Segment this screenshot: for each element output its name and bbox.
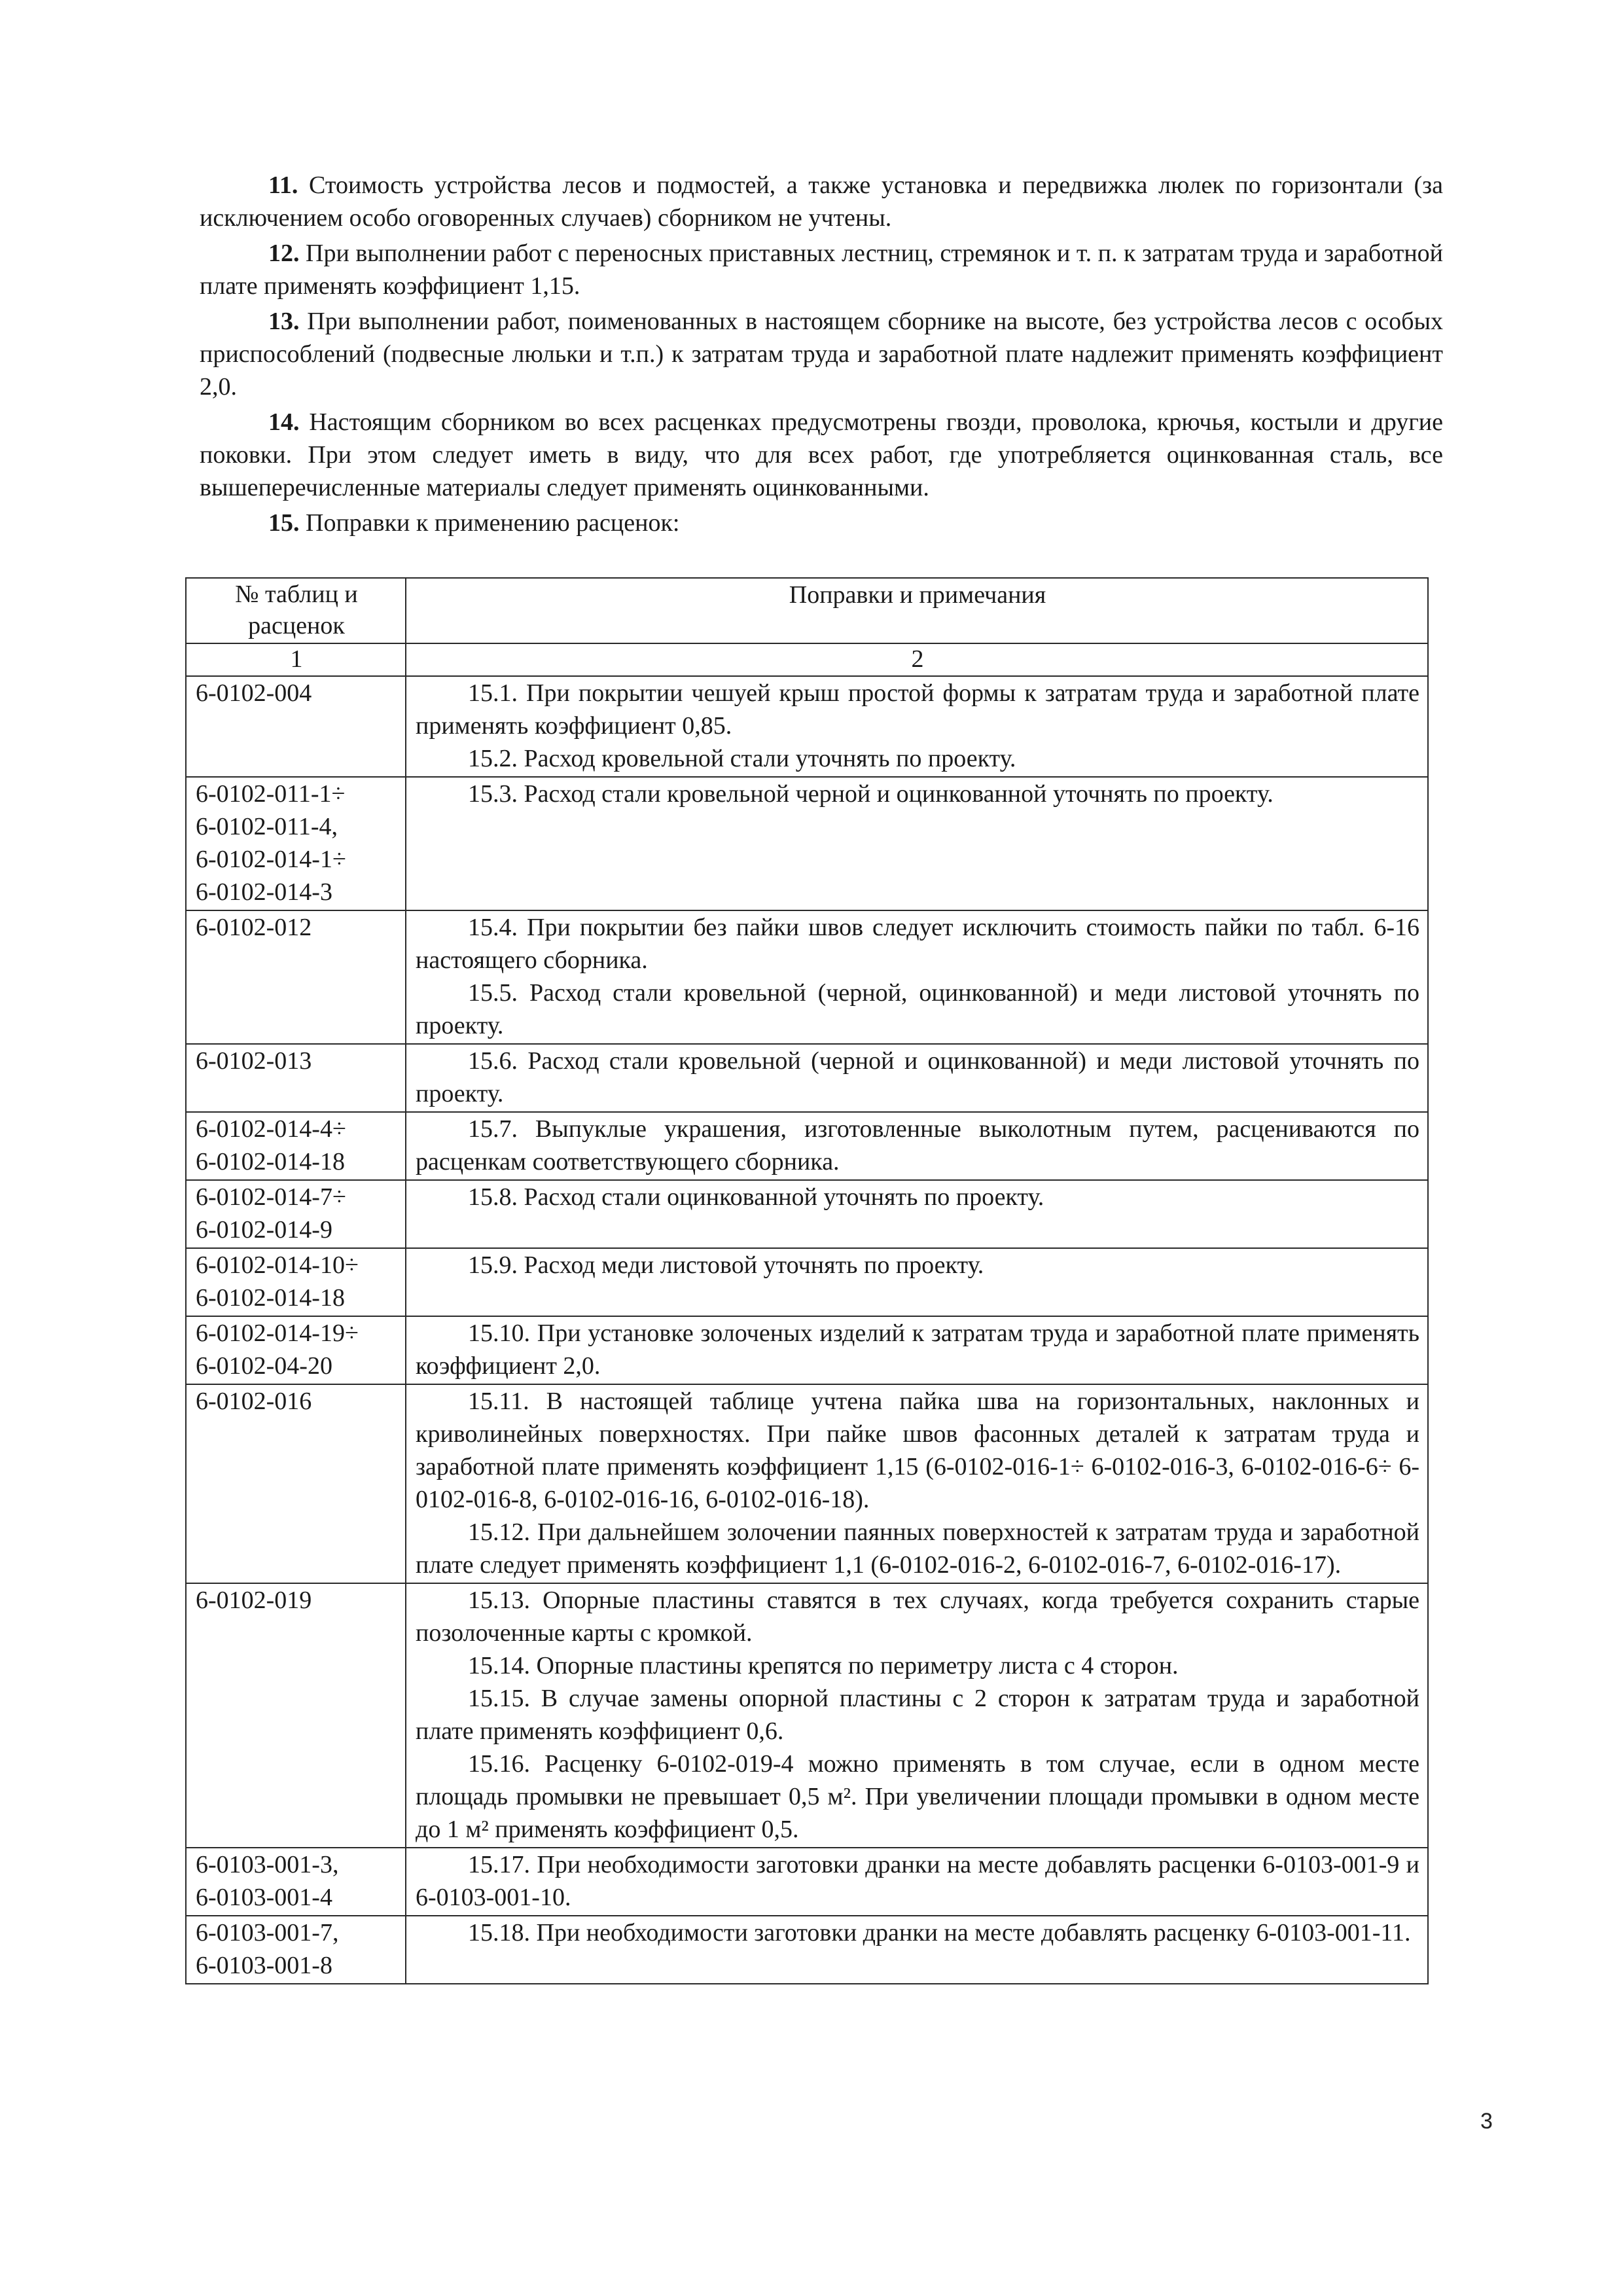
- intro-paragraphs: [200, 169, 1443, 542]
- correction-note: 15.2. Расход кровельной стали уточнять по проекту.: [468, 745, 1016, 772]
- notes-cell: [406, 1248, 1428, 1316]
- rate-codes-cell: [186, 1180, 406, 1248]
- rate-codes-cell: [186, 777, 406, 910]
- paragraph-number: 12.: [268, 240, 300, 267]
- correction-note: 15.8. Расход стали оцинкованной уточнять по проекту.: [468, 1183, 1044, 1211]
- rate-codes-cell: [186, 1248, 406, 1316]
- rate-code: 6-0102-014-18: [196, 1284, 345, 1312]
- rate-code: 6-0102-011-1÷: [196, 780, 346, 808]
- table-row: [186, 676, 1428, 777]
- notes-cell: [406, 1916, 1428, 1984]
- paragraph-text: Стоимость устройства лесов и подмостей, а также установка и передвижка люлек по горизонтали (за исключением особо оговоренных случаев) сборником не учтены.: [200, 171, 1443, 232]
- notes-cell: [406, 1583, 1428, 1848]
- table-row: [186, 1316, 1428, 1384]
- correction-note: 15.17. При необходимости заготовки дранки на месте добавлять расценки 6-0103-001-9 и 6-0103-001-10.: [416, 1851, 1419, 1911]
- rate-code: 6-0102-014-10÷: [196, 1251, 359, 1279]
- rate-codes-cell: [186, 1316, 406, 1384]
- rate-code: 6-0103-001-7,: [196, 1919, 339, 1946]
- header-codes: № таблиц и расценок: [186, 578, 406, 643]
- rate-code: 6-0102-014-19÷: [196, 1319, 359, 1347]
- paragraph-number: 11.: [268, 171, 298, 199]
- paragraph-15: [200, 507, 1443, 539]
- notes-cell: [406, 1112, 1428, 1180]
- paragraph-number: 14.: [268, 408, 300, 436]
- rate-code: 6-0102-019: [196, 1587, 312, 1614]
- table-row: [186, 1583, 1428, 1848]
- rate-code: 6-0102-014-9: [196, 1216, 332, 1244]
- rate-codes-cell: [186, 1384, 406, 1583]
- correction-note: 15.9. Расход меди листовой уточнять по проекту.: [468, 1251, 984, 1279]
- correction-note: 15.6. Расход стали кровельной (черной и оцинкованной) и меди листовой уточнять по проекту.: [416, 1047, 1419, 1107]
- table-row: [186, 1180, 1428, 1248]
- rate-code: 6-0103-001-8: [196, 1952, 332, 1979]
- rate-code: 6-0102-014-1÷: [196, 846, 346, 873]
- notes-cell: [406, 676, 1428, 777]
- paragraph-14: [200, 406, 1443, 504]
- rate-code: 6-0102-012: [196, 914, 312, 941]
- rate-code: 6-0102-016: [196, 1388, 312, 1415]
- table-row: [186, 1248, 1428, 1316]
- rate-codes-cell: [186, 1916, 406, 1984]
- paragraph-text: При выполнении работ, поименованных в настоящем сборнике на высоте, без устройства лесов с особых приспособлений (подвесные люльки и т.п.) к затратам труда и заработной плате надлежит применять коэффициент 2,0.: [200, 308, 1443, 401]
- table-row: [186, 1044, 1428, 1112]
- correction-note: 15.7. Выпуклые украшения, изготовленные выколотным путем, расцениваются по расценкам соответствующего сборника.: [416, 1115, 1419, 1175]
- rate-codes-cell: [186, 910, 406, 1044]
- paragraph-text: При выполнении работ с переносных приставных лестниц, стремянок и т. п. к затратам труда и заработной плате применять коэффициент 1,15.: [200, 240, 1444, 300]
- correction-note: 15.11. В настоящей таблице учтена пайка шва на горизонтальных, наклонных и криволинейных поверхностях. При пайке швов фасонных деталей к затратам труда и заработной плате применять коэффициент 1,15 (6-0102-016-1÷ 6-0102-016-3, 6-0102-016-6÷ 6-0102-016-8, 6-0102-016-16, 6-0102-016-18).: [416, 1388, 1419, 1513]
- rate-code: 6-0102-004: [196, 679, 312, 707]
- rate-code: 6-0103-001-4: [196, 1884, 332, 1911]
- notes-cell: [406, 1316, 1428, 1384]
- column-number-2: 2: [406, 643, 1428, 676]
- rate-codes-cell: [186, 1044, 406, 1112]
- column-number-row: [186, 643, 1428, 676]
- correction-note: 15.5. Расход стали кровельной (черной, оцинкованной) и меди листовой уточнять по проекту.: [416, 979, 1419, 1039]
- correction-note: 15.1. При покрытии чешуей крыш простой формы к затратам труда и заработной плате применять коэффициент 0,85.: [416, 679, 1419, 740]
- correction-note: 15.3. Расход стали кровельной черной и оцинкованной уточнять по проекту.: [468, 780, 1274, 808]
- notes-cell: [406, 1044, 1428, 1112]
- notes-cell: [406, 1384, 1428, 1583]
- table-header-row: [186, 578, 1428, 643]
- correction-note: 15.12. При дальнейшем золочении паянных поверхностей к затратам труда и заработной плате следует применять коэффициент 1,1 (6-0102-016-2, 6-0102-016-7, 6-0102-016-17).: [416, 1518, 1419, 1579]
- paragraph-11: [200, 169, 1443, 234]
- correction-note: 15.13. Опорные пластины ставятся в тех случаях, когда требуется сохранить старые позолоченные карты с кромкой.: [416, 1587, 1419, 1647]
- table-row: [186, 910, 1428, 1044]
- rate-code: 6-0102-014-4÷: [196, 1115, 346, 1143]
- correction-note: 15.4. При покрытии без пайки швов следует исключить стоимость пайки по табл. 6-16 настоящего сборника.: [416, 914, 1419, 974]
- rate-codes-cell: [186, 676, 406, 777]
- table-row: [186, 1848, 1428, 1916]
- rate-code: 6-0102-014-7÷: [196, 1183, 346, 1211]
- column-number-1: 1: [186, 643, 406, 676]
- correction-note: 15.10. При установке золоченых изделий к затратам труда и заработной плате применять коэффициент 2,0.: [416, 1319, 1419, 1380]
- paragraph-number: 15.: [268, 509, 300, 537]
- rate-code: 6-0102-011-4,: [196, 813, 338, 840]
- correction-note: 15.18. При необходимости заготовки дранки на месте добавлять расценку 6-0103-001-11.: [468, 1919, 1411, 1946]
- page-number: 3: [1480, 2109, 1493, 2134]
- correction-note: 15.15. В случае замены опорной пластины с 2 сторон к затратам труда и заработной плате применять коэффициент 0,6.: [416, 1685, 1419, 1745]
- table-row: [186, 1112, 1428, 1180]
- correction-note: 15.14. Опорные пластины крепятся по периметру листа с 4 сторон.: [468, 1652, 1179, 1679]
- notes-cell: [406, 777, 1428, 910]
- rate-code: 6-0102-013: [196, 1047, 312, 1075]
- notes-cell: [406, 1180, 1428, 1248]
- notes-cell: [406, 910, 1428, 1044]
- paragraph-number: 13.: [268, 308, 300, 335]
- table-row: [186, 1384, 1428, 1583]
- corrections-table: [185, 577, 1429, 1984]
- rate-code: 6-0102-014-3: [196, 878, 332, 906]
- rate-codes-cell: [186, 1112, 406, 1180]
- table-row: [186, 1916, 1428, 1984]
- paragraph-text: Поправки к применению расценок:: [306, 509, 680, 537]
- rate-code: 6-0103-001-3,: [196, 1851, 339, 1878]
- rate-codes-cell: [186, 1583, 406, 1848]
- paragraph-12: [200, 237, 1443, 302]
- paragraph-text: Настоящим сборником во всех расценках предусмотрены гвозди, проволока, крючья, костыли и другие поковки. При этом следует иметь в виду, что для всех работ, где употребляется оцинкованная сталь, все вышеперечисленные материалы следует применять оцинкованными.: [200, 408, 1443, 501]
- paragraph-13: [200, 305, 1443, 403]
- header-notes: Поправки и примечания: [406, 578, 1428, 643]
- rate-code: 6-0102-04-20: [196, 1352, 332, 1380]
- rate-code: 6-0102-014-18: [196, 1148, 345, 1175]
- correction-note: 15.16. Расценку 6-0102-019-4 можно применять в том случае, если в одном месте площадь промывки не превышает 0,5 м². При увеличении площади промывки в одном месте до 1 м² применять коэффициент 0,5.: [416, 1750, 1419, 1843]
- table-row: [186, 777, 1428, 910]
- rate-codes-cell: [186, 1848, 406, 1916]
- notes-cell: [406, 1848, 1428, 1916]
